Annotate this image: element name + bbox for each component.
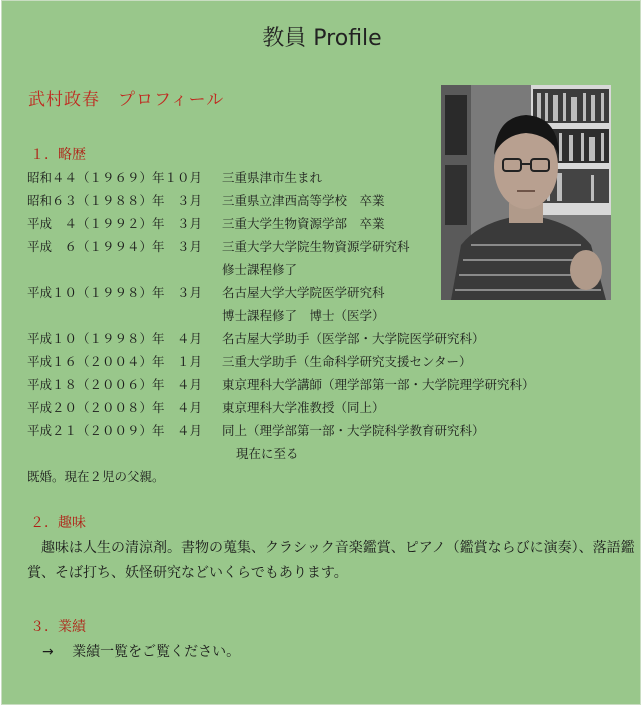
hobby-heading: ２．趣味: [30, 515, 86, 531]
achievements-heading: ３．業績: [30, 619, 86, 635]
achievements-line: [42, 641, 240, 661]
page-title: 教員 Profile: [262, 26, 382, 51]
achievements-link[interactable]: 業績一覧をご覧ください。: [72, 644, 241, 660]
content-panel: 教員 Profile 武村政春 プロフィール １．略歴 昭和４４（１９６９）年１０月 三重県津市生まれ 昭和６３（１９８８）年 ３月 三重県立津西高等学校 卒業 平成 ４（１９９２）年 ３月 三重大学生物資源学部 卒業 平成 ６（１９９４）年 ３月 三重大学大学院生物資源学研究科 修士課程修了 平成１０（１９９８）年 ３月 名古屋大学大学院医学研究科 博士課程修了 博士（医学） 平成１０（１９９８）年 ４月 名古屋大学助手（医学部・大学院医学研究科） 平成１６（２００４）年 １月 三重大学助手（生命科学研究支援センター） 平成１８（２００６）年 ４月 東京理科大学講師（理学部第一部・大学院理学研究科） 平成２０（２００８）年 ４月 東京理科大学准教授（同上） 平成２１（２００９）年 ４月 同上（理学部第一部・大学院科学教育研究科） 現在に至る 既婚。現在２児の父親。 ２．趣味 趣味は人生の清涼剤。書物の蒐集、クラシック音楽鑑賞、ピアノ（鑑賞ならびに演奏）、落語鑑賞、そば打ち、妖怪研究などいくらでもあります。 ３．業績 → 業績一覧をご覧ください。: [1, 0, 641, 705]
hobby-text: 趣味は人生の清涼剤。書物の蒐集、クラシック音楽鑑賞、ピアノ（鑑賞ならびに演奏）、落語鑑賞、そば打ち、妖怪研究などいくらでもあります。: [27, 540, 635, 581]
arrow-right-icon: →: [42, 644, 54, 660]
family-note: 既婚。現在２児の父親。: [27, 469, 165, 484]
history-heading: １．略歴: [30, 147, 86, 163]
portrait-photo: [441, 85, 611, 300]
history-continuation: 現在に至る: [236, 446, 299, 461]
name-heading: 武村政春 プロフィール: [28, 90, 225, 110]
